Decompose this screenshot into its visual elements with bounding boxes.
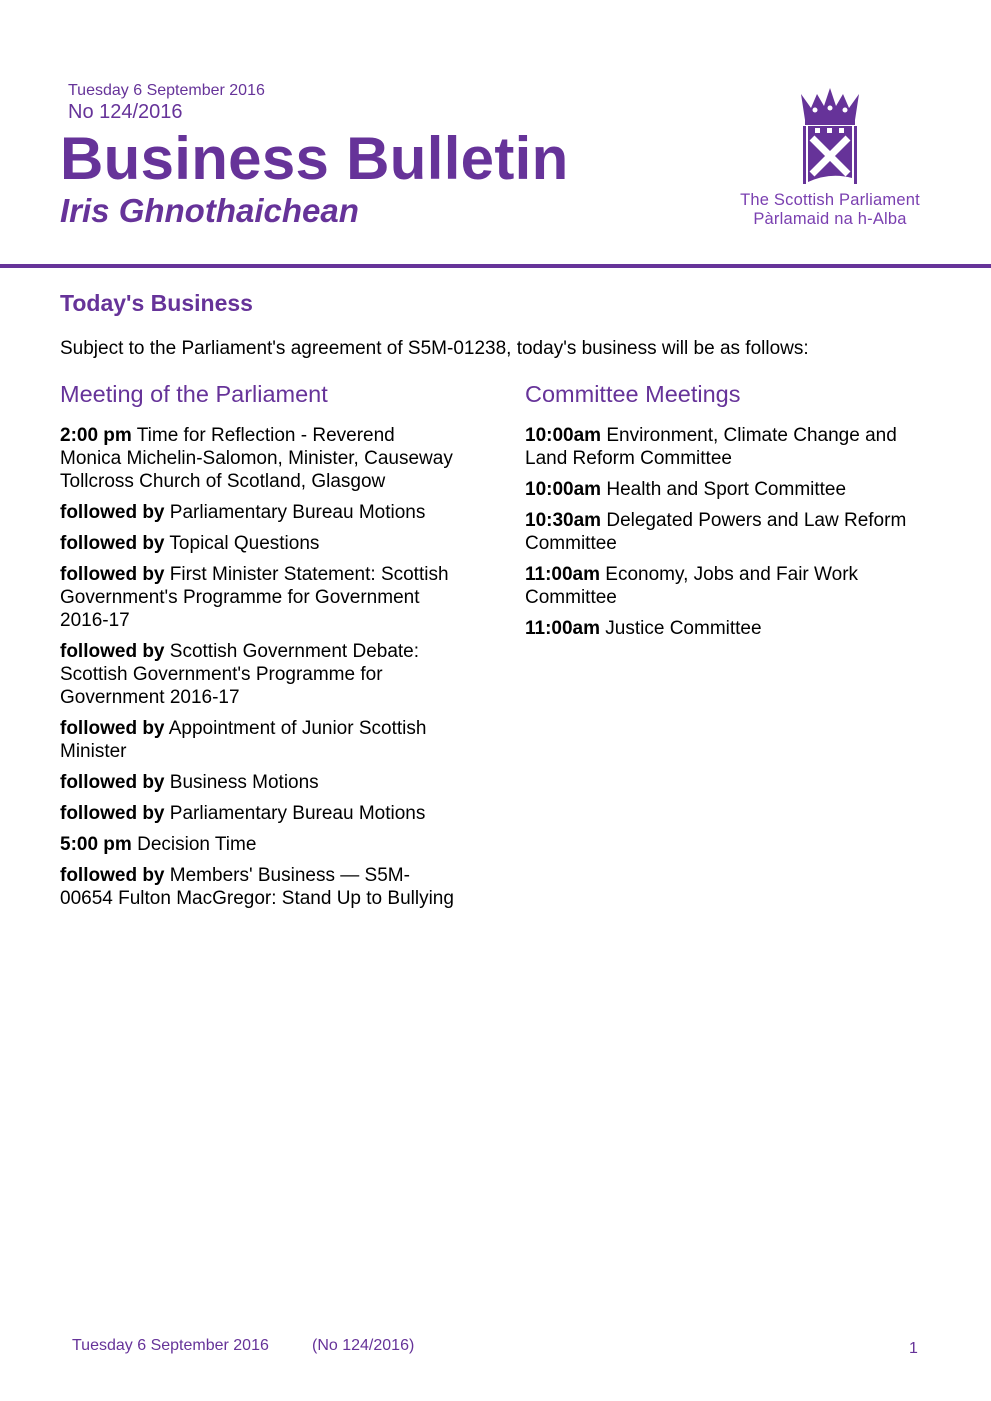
item-text: Environment, Climate Change and Land Reform Committee bbox=[525, 425, 897, 469]
item-text: Parliamentary Bureau Motions bbox=[164, 502, 426, 523]
agenda-item bbox=[60, 424, 455, 493]
item-text: Business Motions bbox=[164, 772, 319, 793]
bulletin-number: No 124/2016 bbox=[68, 101, 183, 123]
footer-date: Tuesday 6 September 2016 bbox=[72, 1337, 269, 1354]
header-divider bbox=[0, 264, 991, 268]
page-subtitle: Iris Ghnothaichean bbox=[60, 192, 359, 229]
item-lead: 10:00am bbox=[525, 479, 602, 500]
agenda-item bbox=[60, 640, 455, 709]
item-text: Delegated Powers and Law Reform Committee bbox=[525, 510, 907, 554]
section-heading: Today's Business bbox=[60, 290, 253, 316]
page-title: Business Bulletin bbox=[60, 125, 569, 192]
agenda-item bbox=[60, 833, 455, 856]
item-lead: followed by bbox=[60, 533, 165, 554]
item-text: Health and Sport Committee bbox=[601, 479, 847, 500]
committee-column bbox=[525, 380, 930, 648]
logo-text-gaelic: Pàrlamaid na h-Alba bbox=[753, 210, 907, 228]
item-text: Appointment of Junior Scottish Minister bbox=[60, 718, 427, 762]
item-text: Time for Reflection - Reverend Monica Michelin-Salomon, Minister, Causeway Tollcross Church of Scotland, Glasgow bbox=[60, 425, 453, 492]
meeting-column bbox=[60, 380, 455, 918]
meeting-heading: Meeting of the Parliament bbox=[60, 381, 328, 407]
committee-item bbox=[525, 617, 930, 640]
item-lead: followed by bbox=[60, 718, 165, 739]
committee-item bbox=[525, 478, 930, 501]
item-lead: followed by bbox=[60, 564, 165, 585]
agenda-item bbox=[60, 802, 455, 825]
committee-item bbox=[525, 509, 930, 555]
committee-item bbox=[525, 563, 930, 609]
page-number: 1 bbox=[909, 1340, 918, 1357]
item-lead: followed by bbox=[60, 865, 165, 886]
item-lead: 10:00am bbox=[525, 425, 602, 446]
item-lead: 5:00 pm bbox=[60, 834, 132, 855]
bulletin-date: Tuesday 6 September 2016 bbox=[68, 82, 265, 99]
item-text: First Minister Statement: Scottish Government's Programme for Government 2016-17 bbox=[60, 564, 449, 631]
agenda-item bbox=[60, 717, 455, 763]
committee-heading: Committee Meetings bbox=[525, 381, 741, 407]
logo-text-english: The Scottish Parliament bbox=[740, 191, 920, 209]
item-lead: followed by bbox=[60, 772, 165, 793]
agenda-item bbox=[60, 532, 455, 555]
crown-flag-icon bbox=[797, 86, 863, 186]
item-text: Justice Committee bbox=[600, 618, 762, 639]
item-lead: 11:00am bbox=[525, 564, 601, 585]
item-lead: 10:30am bbox=[525, 510, 602, 531]
item-text: Decision Time bbox=[131, 834, 257, 855]
item-text: Topical Questions bbox=[164, 533, 320, 554]
item-text: Parliamentary Bureau Motions bbox=[164, 803, 426, 824]
item-text: Scottish Government Debate: Scottish Government's Programme for Government 2016-17 bbox=[60, 641, 420, 708]
agenda-item bbox=[60, 501, 455, 524]
footer-issue: (No 124/2016) bbox=[312, 1337, 415, 1354]
scottish-parliament-logo bbox=[740, 86, 920, 229]
agenda-item bbox=[60, 563, 455, 632]
committee-item bbox=[525, 424, 930, 470]
agenda-item bbox=[60, 771, 455, 794]
item-lead: followed by bbox=[60, 641, 165, 662]
item-text: Members' Business — S5M-00654 Fulton MacGregor: Stand Up to Bullying bbox=[60, 865, 454, 909]
meeting-items bbox=[60, 424, 455, 910]
item-lead: followed by bbox=[60, 502, 165, 523]
item-text: Economy, Jobs and Fair Work Committee bbox=[525, 564, 859, 608]
item-lead: 2:00 pm bbox=[60, 425, 132, 446]
item-lead: 11:00am bbox=[525, 618, 601, 639]
agenda-item bbox=[60, 864, 455, 910]
intro-text: Subject to the Parliament's agreement of S5M-01238, today's business will be as follows: bbox=[60, 338, 809, 359]
item-lead: followed by bbox=[60, 803, 165, 824]
committee-items bbox=[525, 424, 930, 640]
